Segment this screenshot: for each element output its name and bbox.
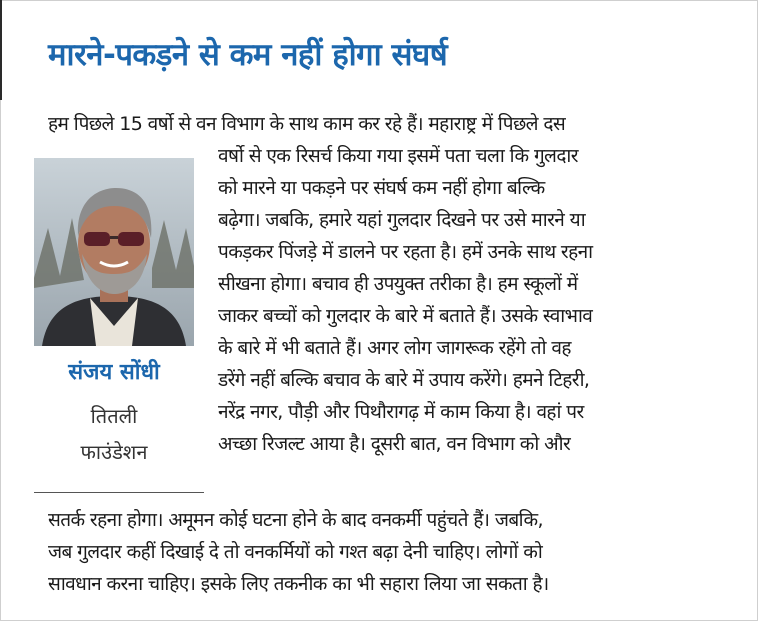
left-border-rule	[0, 0, 2, 100]
body-line: सतर्क रहना होगा। अमूमन कोई घटना होने के बाद वनकर्मी पहुंचते हैं। जबकि,	[48, 509, 543, 531]
body-line: अच्छा रिजल्ट आया है। दूसरी बात, वन विभाग को और	[218, 433, 571, 455]
body-line: बढ़ेगा। जबकि, हमारे यहां गुलदार दिखने पर उसे मारने या	[218, 209, 586, 231]
person-org-line: फाउंडेशन	[80, 440, 148, 464]
portrait-photo	[34, 158, 194, 346]
body-line: सावधान करना चाहिए। इसके लिए तकनीक का भी सहारा लिया जा सकता है।	[48, 573, 549, 595]
body-line: हम पिछले 15 वर्षो से वन विभाग के साथ काम कर रहे हैं। महाराष्ट्र में पिछले दस	[48, 113, 566, 135]
body-bottom	[48, 504, 748, 600]
body-wrapped	[218, 140, 748, 460]
body-line: डरेंगे नहीं बल्कि बचाव के बारे में उपाय करेंगे। हमने टिहरी,	[218, 369, 590, 391]
body-line: जाकर बच्चों को गुलदार के बारे में बताते हैं। उसके स्वाभाव	[218, 305, 593, 327]
person-organization	[34, 398, 194, 470]
person-org-line: तितली	[90, 404, 138, 428]
portrait-illustration	[34, 158, 194, 346]
caption-divider	[34, 492, 204, 493]
body-line: पकड़कर पिंजड़े में डालने पर रहता है। हमें उनके साथ रहना	[218, 241, 593, 263]
person-name: संजय सोंधी	[68, 360, 160, 385]
body-line: सीखना होगा। बचाव ही उपयुक्त तरीका है। हम स्कूलों में	[218, 273, 578, 295]
body-line: के बारे में भी बताते हैं। अगर लोग जागरूक रहेंगे तो वह	[218, 337, 571, 359]
body-line: वर्षो से एक रिसर्च किया गया इसमें पता चला कि गुलदार	[218, 145, 578, 167]
body-line: जब गुलदार कहीं दिखाई दे तो वनकर्मियों को गश्त बढ़ा देनी चाहिए। लोगों को	[48, 541, 543, 563]
headline: मारने-पकड़ने से कम नहीं होगा संघर्ष	[48, 37, 448, 73]
body-line: को मारने या पकड़ने पर संघर्ष कम नहीं होगा बल्कि	[218, 177, 545, 199]
body-line: नरेंद्र नगर, पौड़ी और पिथौरागढ़ में काम किया है। वहां पर	[218, 401, 584, 423]
body-top	[48, 108, 748, 140]
